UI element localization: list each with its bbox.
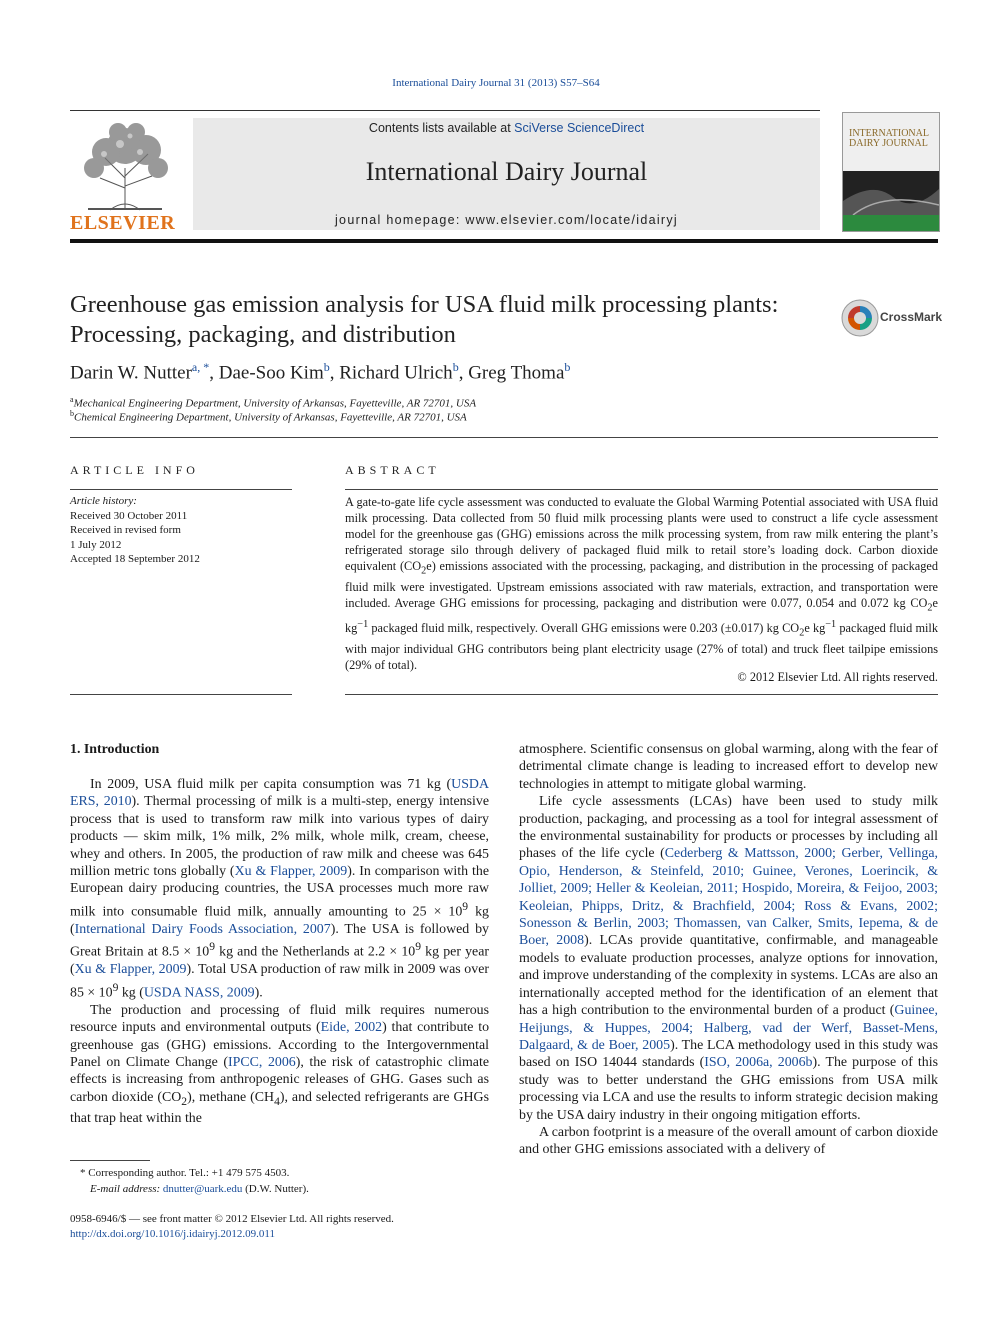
reference-link[interactable]: Xu & Flapper, 2009 [234,864,348,880]
text-run: ). In comparison with the European dairy producing countries, the USA processes much more raw milk into consumable fluid milk, annually amounting to 25 × 10 [70,864,489,920]
subscript: 2 [421,565,427,577]
affiliation-text: Chemical Engineering Department, University of Arkansas, Fayetteville, AR 72701, USA [74,411,467,424]
paragraph [70,776,489,1002]
corresponding-text: Corresponding author. Tel.: +1 479 575 4503. [88,1167,290,1179]
text-run: ). Total USA production of raw milk in 2009 was over 85 × 10 [70,962,489,1001]
text-run: kg ( [70,904,489,937]
text-run: The production and processing of fluid milk requires numerous resource inputs and environmental outputs ( [70,1002,489,1036]
paragraph: A carbon footprint is a measure of the overall amount of carbon dioxide and other GHG emissions associated with a delivery of [519,1124,938,1158]
superscript: −1 [357,618,369,630]
abstract-rule-top [345,489,938,490]
author-affil-mark[interactable]: a, * [191,360,210,374]
affiliation-b [70,409,930,424]
text-run: ). [254,985,263,1001]
author-name[interactable]: Darin W. Nutter [70,362,192,384]
article-info-heading: ARTICLE INFO [70,463,199,477]
text-run: ). The USA is followed by Great Britain at 8.5 × 10 [70,921,489,960]
text-run: In 2009, USA fluid milk per capita consumption was 71 kg ( [90,777,452,792]
affiliation-mark: a [70,395,74,404]
author-name[interactable]: Dae-Soo Kim [218,362,324,384]
text-run: ). The purpose of this study was to better understand the GHG emissions from USA milk processing via LCA and use the results to inform strategic decision making by the USA dairy industry in their ongoing mitigation efforts. [519,1055,938,1123]
cover-green-strip [843,215,939,231]
history-label: Article history: [70,495,137,507]
reference-link[interactable]: USDA NASS, 2009 [143,985,255,1001]
text-run: kg and the Netherlands at 2.2 × 10 [215,944,416,960]
text-run: kg per year ( [70,944,489,978]
footnote-mark: * [80,1167,86,1179]
article-history [70,494,292,567]
article-title: Greenhouse gas emission analysis for USA fluid milk processing plants: Processing, packaging, and distribution [70,291,779,348]
contents-prefix: Contents lists available at [368,121,515,135]
abstract-part: e kg [804,621,826,635]
superscript: −1 [825,618,837,630]
abstract-part: packaged fluid milk, respectively. Overall GHG emissions were 0.203 (±0.017) kg CO [368,621,800,635]
corresponding-author-footnote [70,1165,490,1197]
text-run: kg ( [118,985,144,1001]
reference-link[interactable]: Guinee, Heijungs, & Huppes, 2004; Halberg, vad der Werf, Basset-Mens, Dalgaard, & de Boer, 2005 [519,1003,938,1053]
email-line [70,1181,490,1197]
author-separator: , [209,362,219,384]
reference-link[interactable]: Xu & Flapper, 2009 [74,962,187,978]
superscript: 9 [415,940,422,954]
article-info-rule-top [70,489,292,490]
article-footer [70,1212,490,1241]
abstract-heading: ABSTRACT [345,463,440,477]
email-label: E-mail address: [90,1183,163,1195]
footnote-rule [70,1160,150,1161]
journal-cover-thumbnail[interactable] [842,112,940,232]
masthead-rule [70,239,938,243]
journal-title: International Dairy Journal [365,157,648,186]
reference-link[interactable]: ISO, 2006a, 2006b [704,1055,813,1071]
subscript: 2 [181,1094,188,1108]
abstract-copyright: © 2012 Elsevier Ltd. All rights reserved. [737,670,938,684]
reference-link[interactable]: Eide, 2002 [320,1020,383,1036]
issn-line: 0958-6946/$ — see front matter © 2012 Elsevier Ltd. All rights reserved. [70,1213,394,1225]
subscript: 2 [927,602,933,614]
accepted-date: Accepted 18 September 2012 [70,553,200,565]
superscript: 9 [112,980,119,994]
text-run: ). The LCA methodology used in this study was based on ISO 14044 standards ( [519,1037,938,1071]
affiliation-mark: b [70,409,74,418]
cover-title: INTERNATIONAL DAIRY JOURNAL [849,128,929,149]
revised-date: 1 July 2012 [70,538,122,551]
body-column-left [70,776,489,1127]
footnote-line [70,1165,490,1181]
abstract-rule-bottom [345,694,938,695]
reference-link[interactable]: International Dairy Foods Association, 2007 [74,921,331,937]
subscript: 4 [274,1094,280,1108]
affiliation-a [70,395,930,410]
superscript: 9 [209,940,216,954]
author-name[interactable]: Greg Thoma [468,362,565,384]
paragraph [519,793,938,1124]
email-link[interactable]: dnutter@uark.edu [162,1183,243,1195]
section-heading-introduction: 1. Introduction [70,742,160,757]
text-run: ), the risk of catastrophic climate effects is increasing from anthropogenic releases of GHG. Gases such as carbon dioxide (CO [70,1054,489,1105]
title-block-rule [70,437,938,438]
text-run: ). Thermal processing of milk is a multi-step, energy intensive process that is used to transform raw milk into various types of dairy products — skim milk, 1% milk, 2% milk, whole milk, cream, cheese, whey and others. In 2005, the production of raw milk and cheese was 645 million metric tons globally ( [70,794,489,880]
abstract-part: A gate-to-gate life cycle assessment was conducted to evaluate the Global Warming Potential associated with USA fluid milk processing. Data collected from 50 fluid milk processing plants were used to construct a life cycle assessment model for the greenhouse gas (GHG) emissions across the milk processing system, from raw milk entering the plant’s refrigerated storage silo through delivery of packaged fluid milk to retail store’s loading dock. Carbon dioxide equivalent (CO [345,495,938,573]
abstract-part: e) emissions associated with the processing, packaging, and distribution in the processing of packaged fluid milk were investigated. Upstream emissions associated with raw materials, extraction, and transportation were included. Average GHG emissions for processing, packaging and distribution were 0.077, 0.054 and 0.072 kg CO [345,559,938,611]
reference-link[interactable]: Cederberg & Mattsson, 2000; Gerber, Vellinga, Opio, Henderson, & Steinfeld, 2010; Guinee, Verones, Loerincik, & Jolliet, 2009; Heller & Keoleian, 2011; Hospido, Moreira, & Feijoo, 2003; Keoleian, Phipps, Dritz, & Brachfield, 2004; Ross & Evans, 2002; Sonesson & Berlin, 2003; Thomassen, van Calker, Smits, Iepema, & de Boer, 2008 [519,846,938,949]
affiliation-text: Mechanical Engineering Department, University of Arkansas, Fayetteville, AR 72701, USA [73,397,477,410]
crossmark-icon [840,298,880,338]
contents-line [193,121,820,135]
author-list [70,360,930,384]
text-run: ) that contribute to greenhouse gas (GHG) emissions. According to the Intergovernmental Panel on Climate Change ( [70,1020,490,1070]
text-run: Life cycle assessments (LCAs) have been used to study milk production, packaging, and processing as a tool for integral assessment of the environmental sustainability for products or processes by including all phases of the life cycle ( [519,794,938,862]
text-run: ). LCAs provide quantitative, confirmable, and manageable models to evaluate production processes, analyze options for innovation, and improve understanding of the complexity in systems. LCAs are also an internationally accepted method for the identification of an element that has a high contribution to the environmental burden of a product ( [519,933,939,1019]
email-suffix: (D.W. Nutter). [242,1183,309,1195]
abstract-part: packaged fluid milk with major individual GHG contributors being plant electricity usage (27% of total) and truck fleet tailpipe emissions (29% of total). [345,621,938,673]
reference-link[interactable]: IPCC, 2006 [228,1054,296,1070]
author-separator: , [458,362,469,384]
author-affil-mark[interactable]: b [564,360,571,374]
paragraph [70,1002,489,1128]
author-affil-mark[interactable]: b [323,360,330,374]
author-affil-mark[interactable]: b [452,360,459,374]
subscript: 2 [799,627,805,639]
superscript: 9 [462,899,469,913]
text-run: ), and selected refrigerants are GHGs that trap heat within the [70,1089,489,1126]
cover-image-band [843,171,939,215]
body-column-right [519,741,938,1159]
header-rule [70,110,820,111]
doi-link[interactable]: http://dx.doi.org/10.1016/j.idairyj.2012.09.011 [70,1227,276,1240]
journal-citation[interactable]: International Dairy Journal 31 (2013) S57–S64 [392,77,600,89]
revised-label: Received in revised form [70,524,181,536]
paragraph-continued: atmosphere. Scientific consensus on global warming, along with the fear of detrimental climate change is leading to increased effort to develop new technologies in attempt to mitigate global warming. [519,742,938,792]
journal-homepage[interactable]: journal homepage: www.elsevier.com/locate/idairyj [334,213,678,227]
abstract-text [345,494,938,673]
reference-link[interactable]: USDA ERS, 2010 [70,777,489,810]
abstract-part: e kg [345,596,938,635]
author-separator: , [329,362,340,384]
crossmark-label[interactable]: CrossMark [880,310,943,324]
sciencedirect-link[interactable]: SciVerse ScienceDirect [514,121,645,135]
author-name[interactable]: Richard Ulrich [339,362,453,384]
text-run: ), methane (CH [187,1089,275,1105]
elsevier-wordmark: ELSEVIER [70,212,176,234]
article-info-rule-bottom [70,694,292,695]
received-date: Received 30 October 2011 [70,509,188,522]
